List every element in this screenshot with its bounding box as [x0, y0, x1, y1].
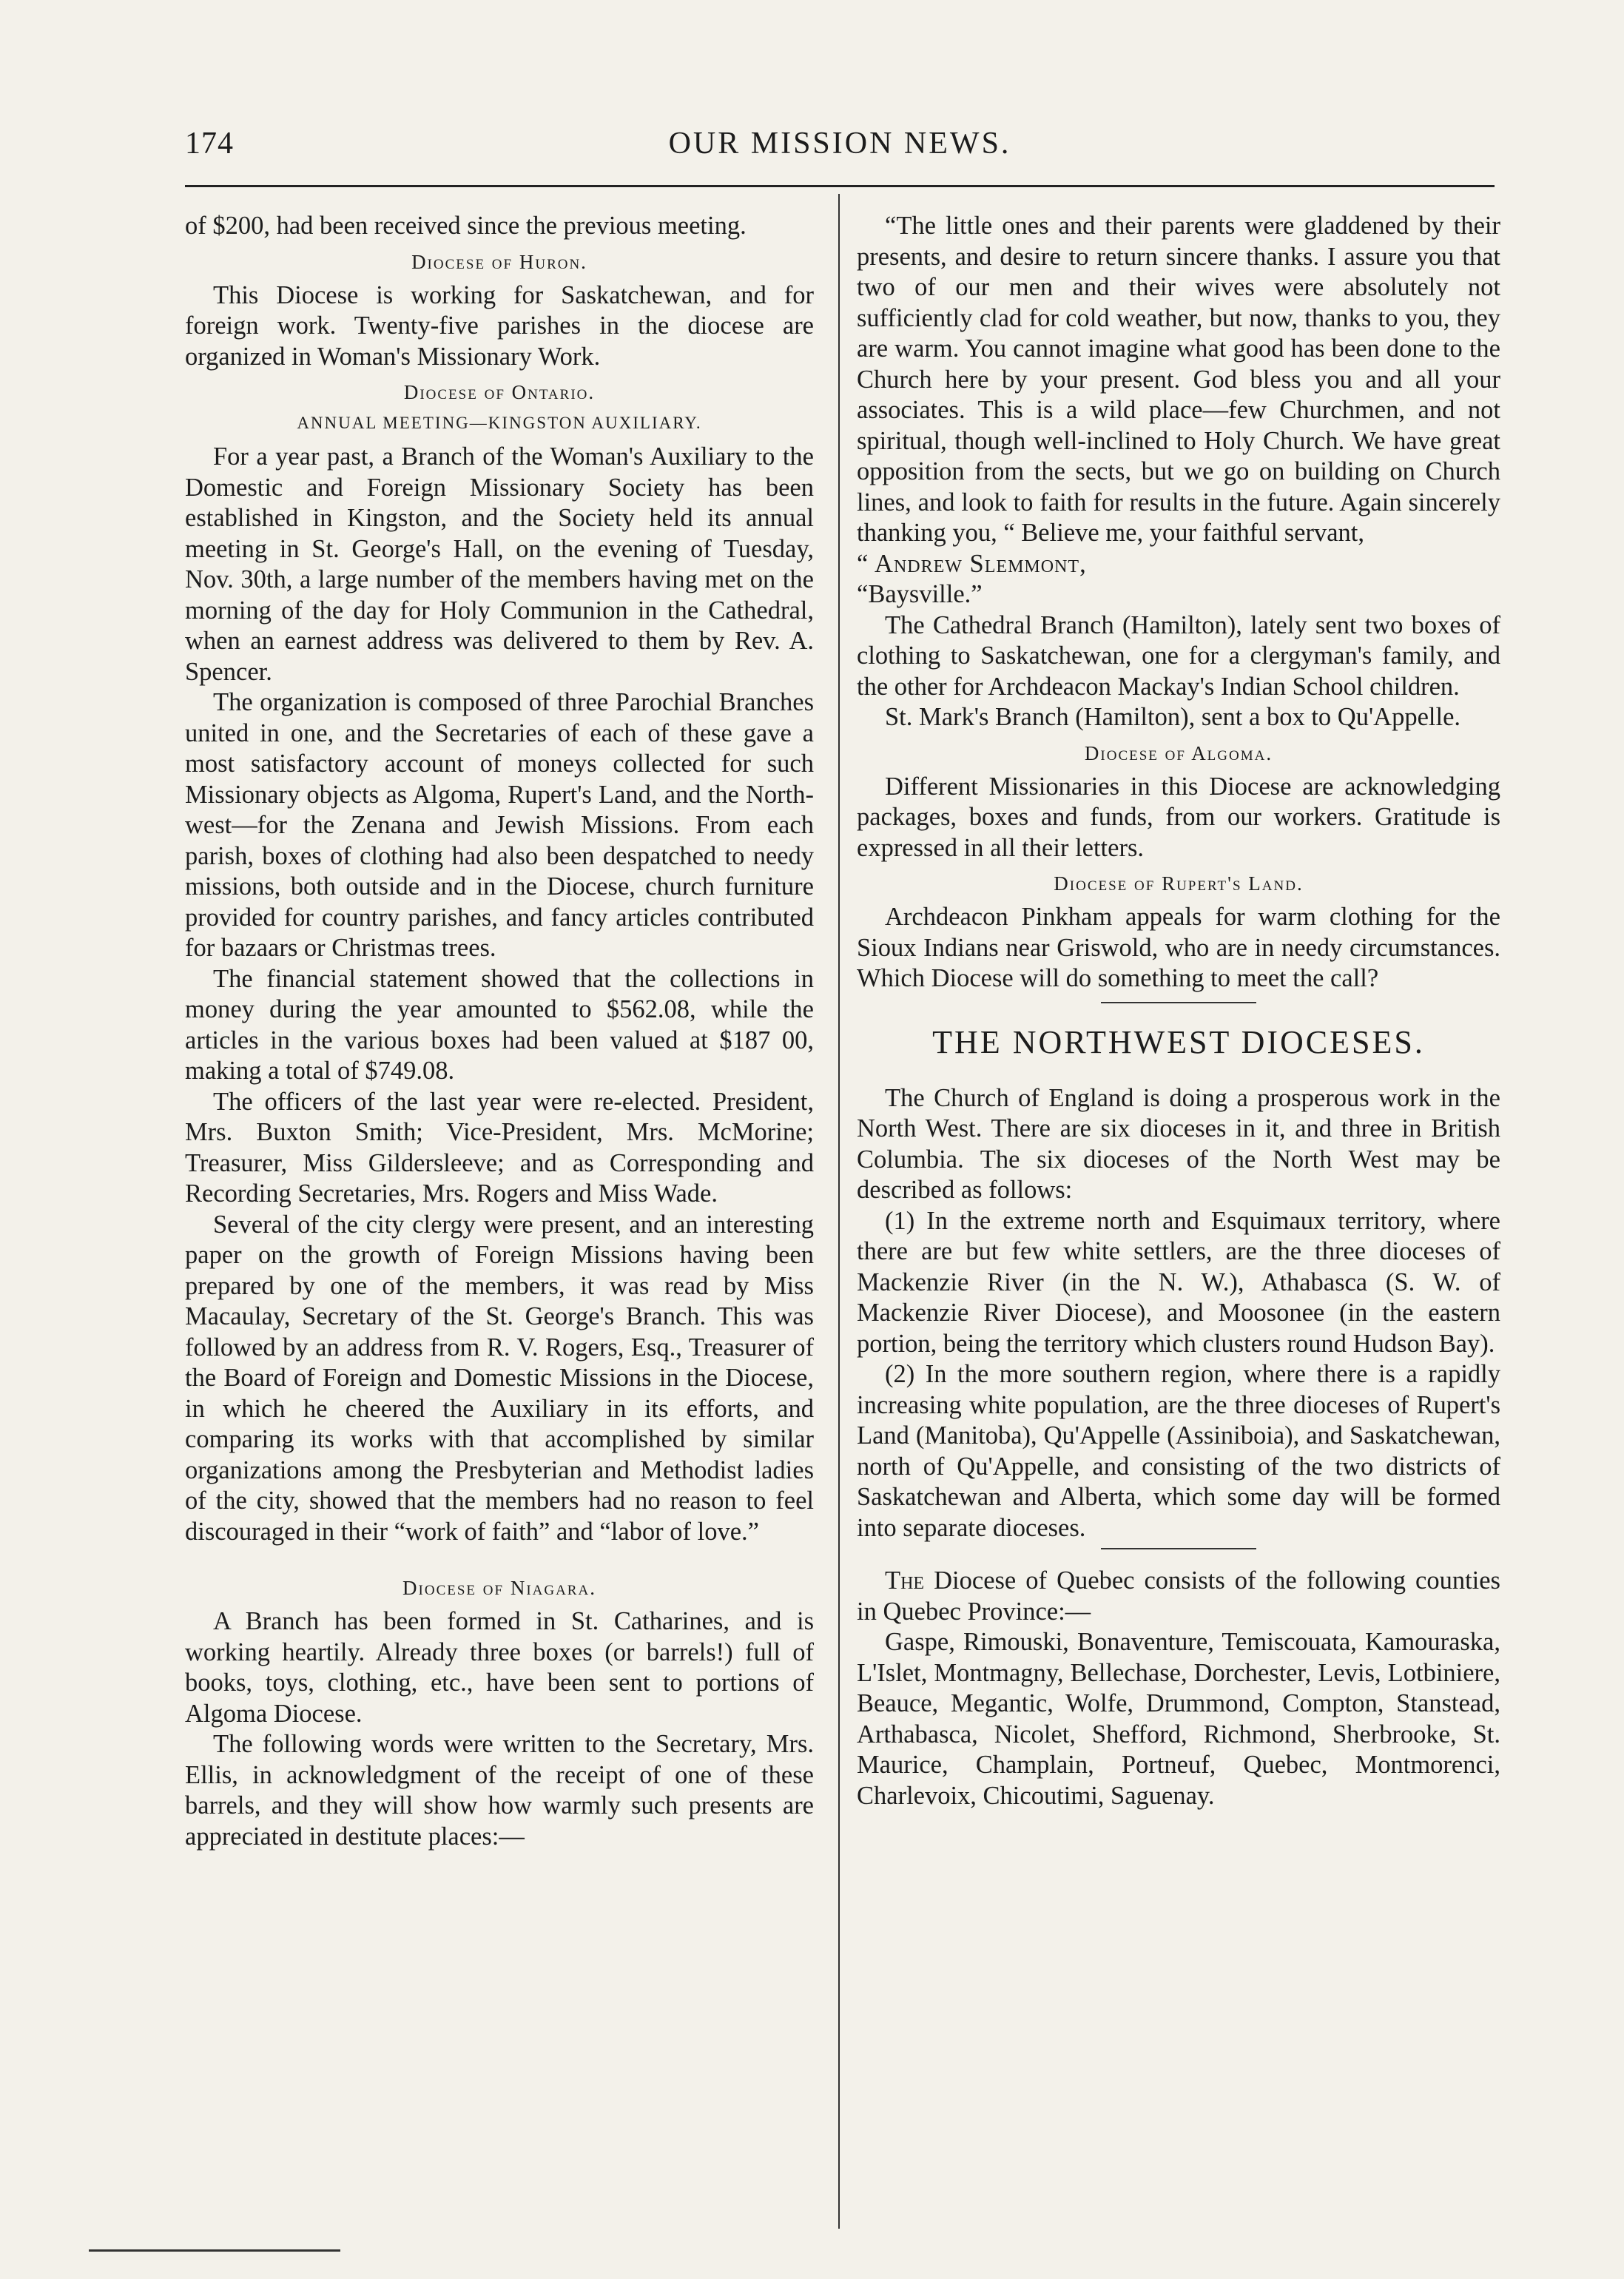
paragraph-ontario-4: The officers of the last year were re-elected. President, Mrs. Buxton Smith; Vice-President, Mrs. McMorine; Treasurer, Miss Gildersleeve; and as Corresponding and Recording Secretaries, Mrs. Rogers and Miss Wade. — [185, 1087, 814, 1208]
paragraph-ontario-1: For a year past, a Branch of the Woman's Auxiliary to the Domestic and Foreign Missionary Society has been established in Kingston, and the Society held its annual meeting in St. George's Hall, on the evening of Tuesday, Nov. 30th, a large number of the members having met on the morning of the day for Holy Communion in the Cathedral, when an earnest address was delivered to them by Rev. A. Spencer. — [185, 442, 814, 686]
left-column — [185, 211, 814, 1852]
paragraph-ontario-5: Several of the city clergy were present, and an interesting paper on the growth of Foreign Missions having been prepared by one of the members, it was read by Miss Macaulay, Secretary of the St. George's Branch. This was followed by an address from R. V. Rogers, Esq., Treasurer of the Board of Foreign and Domestic Missions in the Diocese, in which he cheered the Auxiliary in its efforts, and comparing its works with that accomplished by similar organizations among the Presbyterian and Methodist ladies of the city, showed that the members had no reason to feel discouraged in their “work of faith” and “labor of love.” — [185, 1210, 814, 1546]
subheading-kingston: ANNUAL MEETING—KINGSTON AUXILIARY. — [297, 414, 702, 432]
paragraph-cathedral: The Cathedral Branch (Hamilton), lately sent two boxes of clothing to Saskatchewan, one for a clergyman's family, and the other for Archdeacon Mackay's Indian School children. — [857, 610, 1500, 701]
running-title: OUR MISSION NEWS. — [668, 127, 1011, 161]
section-heading-niagara: Diocese of Niagara. — [402, 1577, 596, 1599]
page-number: 174 — [185, 127, 234, 161]
paragraph-ontario-3: The financial statement showed that the collections in money during the year amounted to $562.08, while the articles in the various boxes had been valued at $187 00, making a total of $749.08. — [185, 964, 814, 1085]
right-column — [857, 211, 1500, 1811]
paragraph-quebec-1 — [857, 1566, 1500, 1627]
paragraph-northwest-1: The Church of England is doing a prosperous work in the North West. There are six dioceses in it, and three in British Columbia. The six dioceses of the North West may be described as follows: — [857, 1083, 1500, 1204]
paragraph-ontario-2: The organization is composed of three Parochial Branches united in one, and the Secretaries of each of these gave a most satisfactory account of moneys collected for such Missionary objects as Algoma, Rupert's Land, and the North-west—for the Zenana and Jewish Missions. From each parish, boxes of clothing had also been despatched to needy missions, both outside and in the Diocese, church furniture provided for country parishes, and fancy articles contributed for bazaars or Christmas trees. — [185, 688, 814, 962]
paragraph-northwest-3: (2) In the more southern region, where there is a rapidly increasing white population, are the three dioceses of Rupert's Land (Manitoba), Qu'Appelle (Assiniboia), and Saskatchewan, north of Qu'Appelle, and consisting of the two districts of Saskatchewan and Alberta, which some day will be formed into separate dioceses. — [857, 1360, 1500, 1542]
letter-signature-place: “Baysville.” — [857, 580, 983, 608]
letter-paragraph: “The little ones and their parents were gladdened by their presents, and desire to return sincere thanks. I assure you that two of our men and their wives were absolutely not sufficiently clad for cold weather, but now, thanks to you, they are warm. You cannot imagine what good has been done to the Church here by your present. God bless you and all your associates. This is a wild place—few Churchmen, and not spiritual, though well-inclined to Holy Church. We have great opposition from the sects, but we go on building on Church lines, and look to faith for results in the future. Again sincerely thanking you, “ Believe me, your faithful servant, — [857, 212, 1500, 547]
article-title: THE NORTHWEST DIOCESES. — [932, 1023, 1425, 1060]
paragraph-quebec-2: Gaspe, Rimouski, Bonaventure, Temiscouata, Kamouraska, L'Islet, Montmagny, Bellechase, Dorchester, Levis, Lotbiniere, Beauce, Megantic, Wolfe, Drummond, Compton, Stanstead, Arthabasca, Nicolet, Shefford, Richmond, Sherbrooke, St. Maurice, Champlain, Portneuf, Quebec, Montmorenci, Charlevoix, Chicoutimi, Saguenay. — [857, 1628, 1500, 1810]
paragraph-niagara-2: The following words were written to the Secretary, Mrs. Ellis, in acknowledgment of the receipt of one of these barrels, and they will show how warmly such presents are appreciated in destitute places:— — [185, 1730, 814, 1851]
section-heading-huron: Diocese of Huron. — [411, 250, 587, 273]
paragraph-ruperts-land: Archdeacon Pinkham appeals for warm clothing for the Sioux Indians near Griswold, who are in needy circumstances. Which Diocese will do something to meet the call? — [857, 903, 1500, 992]
paragraph-st-mark: St. Mark's Branch (Hamilton), sent a box to Qu'Appelle. — [885, 703, 1461, 731]
section-heading-ontario: Diocese of Ontario. — [403, 381, 596, 403]
section-rule — [1101, 1002, 1256, 1003]
column-divider — [838, 194, 840, 2229]
section-heading-algoma: Diocese of Algoma. — [1084, 741, 1273, 764]
paragraph-huron: This Diocese is working for Saskatchewan, and for foreign work. Twenty-five parishes in the diocese are organized in Woman's Missionary Work. — [185, 280, 814, 371]
page-header — [185, 126, 1495, 178]
header-rule — [185, 185, 1495, 187]
paragraph-niagara-1: A Branch has been formed in St. Catharines, and is working heartily. Already three boxes (or barrels!) full of books, toys, clothing, etc., have been sent to portions of Algoma Diocese. — [185, 1607, 814, 1728]
continued-paragraph: of $200, had been received since the previous meeting. — [185, 212, 747, 240]
section-heading-ruperts-land: Diocese of Rupert's Land. — [1054, 872, 1304, 895]
quebec-intro: Diocese of Quebec consists of the following counties in Quebec Province:— — [857, 1566, 1500, 1626]
paragraph-northwest-2: (1) In the extreme north and Esquimaux territory, where there are but few white settlers, are the three dioceses of Mackenzie River (in the N. W.), Athabasca (S. W. of Mackenzie River Diocese), and Moosonee (in the eastern portion, being the territory which clusters round Hudson Bay). — [857, 1206, 1500, 1358]
scan-mark — [89, 2249, 340, 2252]
letter-signature-name: “ Andrew Slemmont, — [857, 549, 1087, 578]
quebec-lead-word: The — [885, 1566, 925, 1595]
paragraph-algoma: Different Missionaries in this Diocese are acknowledging packages, boxes and funds, from our workers. Gratitude is expressed in all their letters. — [857, 772, 1500, 862]
